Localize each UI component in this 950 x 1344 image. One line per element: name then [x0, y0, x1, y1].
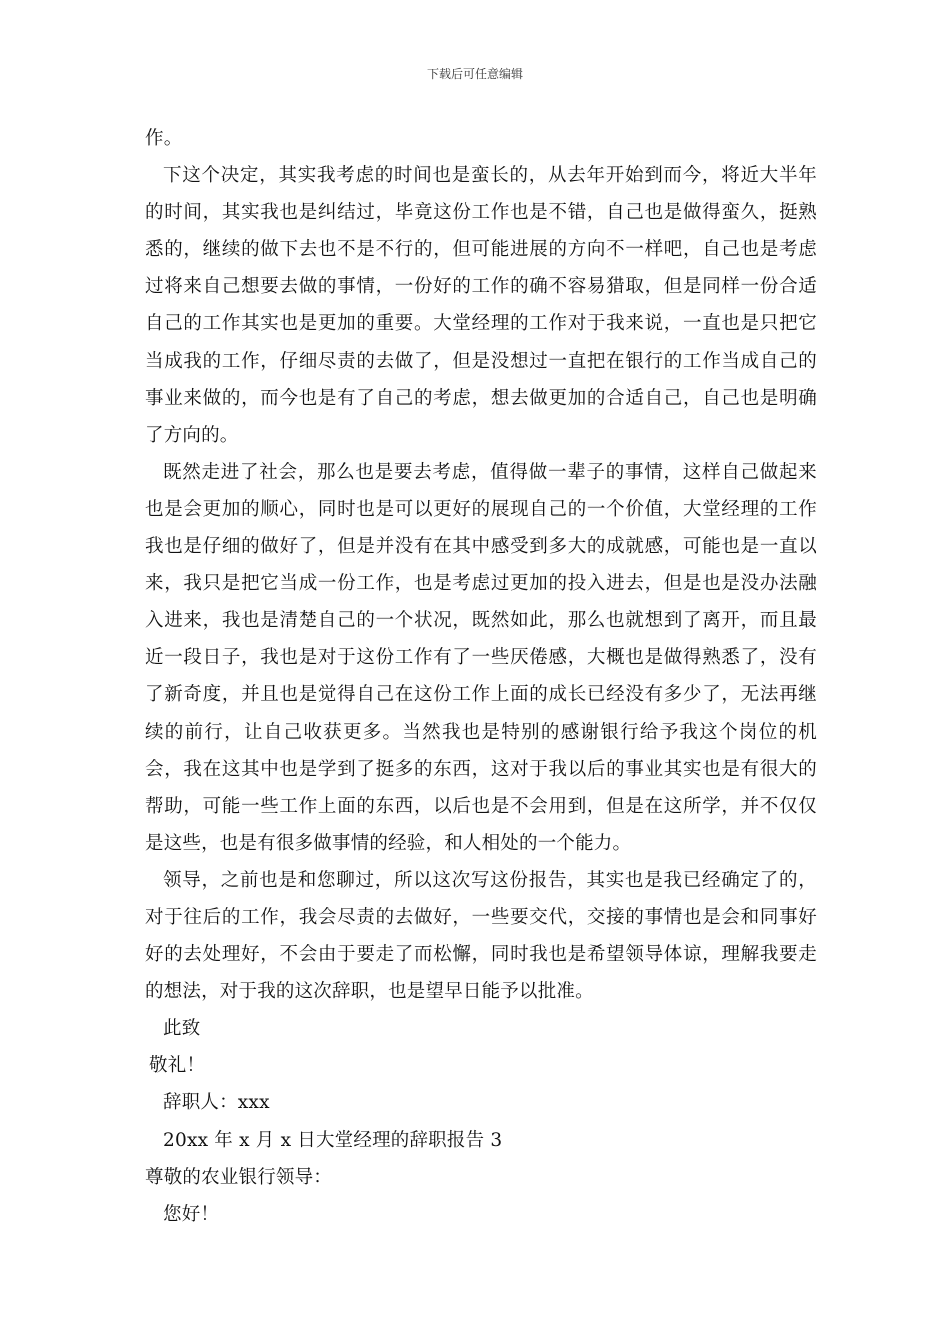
- paragraph-society: 既然走进了社会，那么也是要去考虑，值得做一辈子的事情，这样自己做起来也是会更加的顺心，同时也是可以更好的展现自己的一个价值，大堂经理的工作我也是仔细的做好了，但是并没有在其中感受到多大的成就感，可能也是一直以来，我只是把它当成一份工作，也是考虑过更加的投入进去，但是也是没办法融入进来，我也是清楚自己的一个状况，既然如此，那么也就想到了离开，而且最近一段日子，我也是对于这份工作有了一些厌倦感，大概也是做得熟悉了，没有了新奇度，并且也是觉得自己在这份工作上面的成长已经没有多少了，无法再继续的前行，让自己收获更多。当然我也是特别的感谢银行给予我这个岗位的机会，我在这其中也是学到了挺多的东西，这对于我以后的事业其实也是有很大的帮助，可能一些工作上面的东西，以后也是不会用到，但是在这所学，并不仅仅是这些，也是有很多做事情的经验，和人相处的一个能力。: [145, 461, 817, 854]
- paragraph-request: 领导，之前也是和您聊过，所以这次写这份报告，其实也是我已经确定了的，对于往后的工作，我会尽责的去做好，一些要交代，交接的事情也是会和同事好好的去处理好，不会由于要走了而松懈，同时我也是希望领导体谅，理解我要走的想法，对于我的这次辞职，也是望早日能予以批准。: [145, 869, 817, 1003]
- salutation-line: 尊敬的农业银行领导：: [145, 1166, 333, 1188]
- paragraph-decision: 下这个决定，其实我考虑的时间也是蛮长的，从去年开始到而今，将近大半年的时间，其实我也是纠结过，毕竟这份工作也是不错，自己也是做得蛮久，挺熟悉的，继续的做下去也不是不行的，但可能进展的方向不一样吧，自己也是考虑过将来自己想要去做的事情，一份好的工作的确不容易猎取，但是同样一份合适自己的工作其实也是更加的重要。大堂经理的工作对于我来说，一直也是只把它当成我的工作，仔细尽责的去做了，但是没想过一直把在银行的工作当成自己的事业来做的，而今也是有了自己的考虑，想去做更加的合适自己，自己也是明确了方向的。: [145, 165, 817, 446]
- signer-line: 辞职人：xxx: [163, 1092, 270, 1114]
- date-title-line: 20xx 年 x 月 x 日大堂经理的辞职报告 3: [163, 1129, 503, 1151]
- closing-cizhi: 此致: [163, 1018, 201, 1040]
- greeting-line: 您好！: [163, 1203, 220, 1225]
- document-body: [145, 120, 817, 1233]
- closing-jingli: 敬礼！: [149, 1055, 206, 1077]
- page-header: 下载后可任意编辑: [426, 67, 523, 81]
- paragraph-continuation: 作。: [145, 128, 183, 149]
